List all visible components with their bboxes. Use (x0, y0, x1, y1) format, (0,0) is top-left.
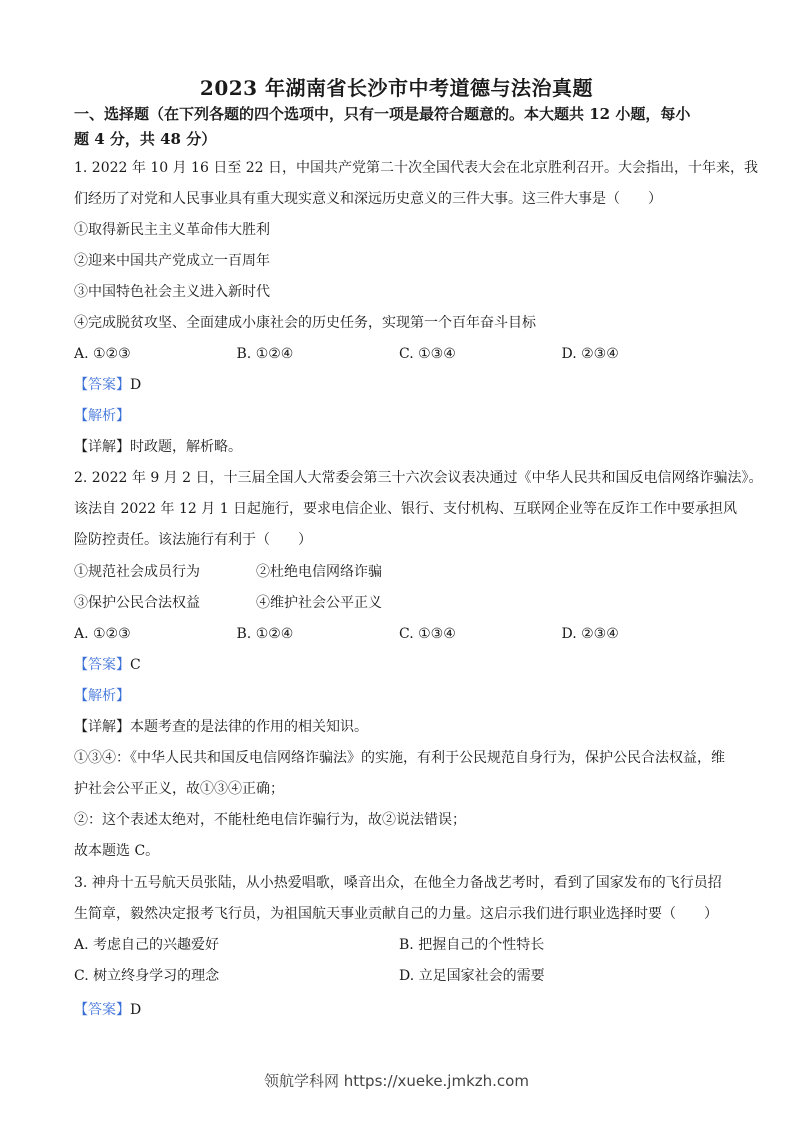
answer-tag: 【答案】 (74, 1002, 130, 1018)
footer-watermark: 领航学科网 https://xueke.jmkzh.com (264, 1072, 529, 1090)
q1-detail-text: 时政题，解析略。 (130, 439, 242, 455)
q1-detail (74, 437, 724, 457)
q2-stem-cont-2: 险防控责任。该法施行有利于（ ） (74, 532, 312, 548)
q2-statements-row-2 (74, 593, 724, 613)
q2-statements-row-1 (74, 562, 724, 582)
q1-option-c: C. ①③④ (399, 346, 456, 362)
q2-options (74, 624, 724, 644)
q3-option-b: B. 把握自己的个性特长 (399, 937, 545, 953)
q3-answer-value: D (130, 1002, 142, 1018)
q2-explanation-cont: 护社会公平正义，故①③④正确； (74, 781, 284, 797)
q2-conclusion: 故本题选 C。 (74, 843, 160, 859)
q3-answer (74, 1000, 724, 1020)
analysis-tag: 【解析】 (74, 408, 130, 424)
q2-statement-4: ④维护社会公平正义 (256, 595, 382, 611)
q3-option-c: C. 树立终身学习的理念 (74, 968, 220, 984)
q2-explanation: ①③④：《中华人民共和国反电信网络诈骗法》的实施，有利于公民规范自身行为，保护公民合法权益，维 (74, 750, 725, 766)
q3-option-d: D. 立足国家社会的需要 (399, 968, 545, 984)
q2-option-d: D. ②③④ (561, 626, 619, 642)
q2-answer (74, 655, 724, 675)
q1-option-b: B. ①②④ (236, 346, 294, 362)
detail-tag: 【详解】 (74, 439, 130, 455)
q3-options-row-2 (74, 966, 724, 986)
q2-option-c: C. ①③④ (399, 626, 456, 642)
q1-answer (74, 375, 724, 395)
q2-detail (74, 717, 724, 737)
q3-options-row-1 (74, 935, 724, 955)
q1-options (74, 344, 724, 364)
q2-detail-text: 本题考查的是法律的作用的相关知识。 (130, 719, 368, 735)
section-heading: 一、选择题（在下列各题的四个选项中，只有一项是最符合题意的。本大题共 12 小题，每小 (74, 105, 691, 123)
answer-tag: 【答案】 (74, 657, 130, 673)
q2-statement-3: ③保护公民合法权益 (74, 595, 200, 611)
q2-option-a: A. ①②③ (74, 626, 131, 642)
q1-statement-3: ③中国特色社会主义进入新时代 (74, 284, 270, 300)
q2-analysis (74, 686, 724, 706)
q1-analysis (74, 406, 724, 426)
q2-stem-cont: 该法自 2022 年 12 月 1 日起施行，要求电信企业、银行、支付机构、互联网企业等在反诈工作中要承担风 (74, 501, 738, 517)
q1-option-d: D. ②③④ (561, 346, 619, 362)
answer-tag: 【答案】 (74, 377, 130, 393)
q2-stem: 2. 2022 年 9 月 2 日，十三届全国人大常委会第三十六次会议表决通过《中华人民共和国反电信网络诈骗法》。 (74, 470, 763, 486)
q2-option-b: B. ①②④ (236, 626, 294, 642)
q1-statement-2: ②迎来中国共产党成立一百周年 (74, 253, 270, 269)
q2-answer-value: C (130, 657, 141, 673)
q3-stem-cont: 生简章，毅然决定报考飞行员，为祖国航天事业贡献自己的力量。这启示我们进行职业选择时要（ ） (74, 906, 718, 922)
q1-stem: 1. 2022 年 10 月 16 日至 22 日，中国共产党第二十次全国代表大会在北京胜利召开。大会指出，十年来，我 (74, 160, 759, 176)
q1-stem-cont: 们经历了对党和人民事业具有重大现实意义和深远历史意义的三件大事。这三件大事是（ ） (74, 191, 662, 207)
section-heading-cont: 题 4 分，共 48 分） (74, 130, 217, 148)
q1-statement-4: ④完成脱贫攻坚、全面建成小康社会的历史任务，实现第一个百年奋斗目标 (74, 315, 536, 331)
q3-stem: 3. 神舟十五号航天员张陆，从小热爱唱歌，嗓音出众，在他全力备战艺考时，看到了国家发布的飞行员招 (74, 875, 722, 891)
detail-tag: 【详解】 (74, 719, 130, 735)
page-title: 2023 年湖南省长沙市中考道德与法治真题 (199, 76, 594, 100)
q2-statement-2: ②杜绝电信网络诈骗 (256, 564, 382, 580)
q2-statement-1: ①规范社会成员行为 (74, 564, 200, 580)
q1-answer-value: D (130, 377, 142, 393)
analysis-tag: 【解析】 (74, 688, 130, 704)
q2-explanation-2: ②：这个表述太绝对，不能杜绝电信诈骗行为，故②说法错误； (74, 812, 466, 828)
q3-option-a: A. 考虑自己的兴趣爱好 (74, 937, 220, 953)
q1-statement-1: ①取得新民主主义革命伟大胜利 (74, 222, 270, 238)
q1-option-a: A. ①②③ (74, 346, 131, 362)
